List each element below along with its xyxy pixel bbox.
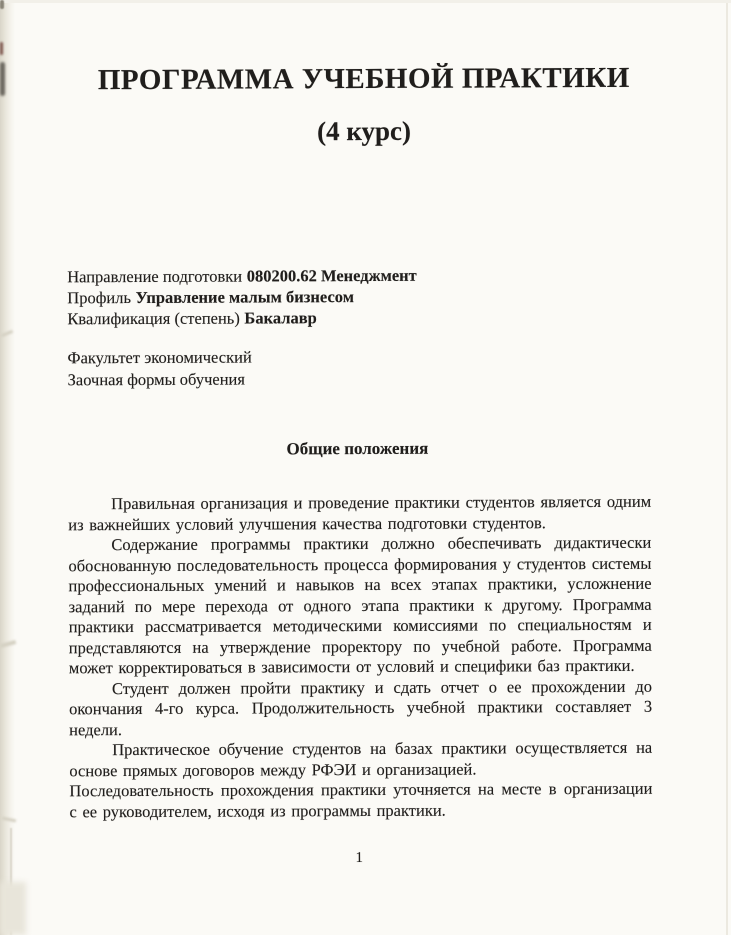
info-block xyxy=(67,345,667,391)
paragraph: Содержание программы практики должно обеспечивать дидактически обоснованную последовательность процесса формирования у студентов системы профессиональных умений и навыков на всех этапах практики, усложнение заданий по мере перехода от одного этапа практики к другому. Программа практики рассматривается методическими комиссиями по специальностям и представляются на утверждение проректору по учебной работе. Программа может корректироваться в зависимости от условий и специфики баз практики. xyxy=(68,532,652,678)
doc-title: ПРОГРАММА УЧЕБНОЙ ПРАКТИКИ xyxy=(97,61,630,97)
meta-label: Квалификация (степень) xyxy=(67,308,240,329)
meta-line-qualification xyxy=(67,306,667,330)
faculty-line: Факультет экономический xyxy=(67,347,252,368)
meta-line-profile xyxy=(67,285,667,309)
paragraph: Студент должен пройти практику и сдать отчет о ее прохождении до окончания 4-го курса. Продолжительность учебной практики составляет 3 недели. xyxy=(69,676,653,739)
meta-value: Бакалавр xyxy=(244,308,317,328)
meta-block xyxy=(67,264,667,330)
page-number: 1 xyxy=(355,850,363,867)
meta-line-direction xyxy=(67,264,667,288)
meta-label: Профиль xyxy=(67,288,132,308)
study-form-line: Заочная формы обучения xyxy=(67,369,245,389)
paragraph: Последовательность прохождения практики уточняется на месте в организации с ее руководителем, исходя из программы практики. xyxy=(69,778,653,821)
meta-value: Управление малым бизнесом xyxy=(135,287,354,308)
paragraph: Правильная организация и проведение практики студентов является одним из важнейших условий улучшения качества подготовки студентов. xyxy=(68,491,652,534)
section-heading: Общие положения xyxy=(286,438,429,459)
paragraph: Практическое обучение студентов на базах практики осуществляется на основе прямых договоров между РФЭИ и организацией. xyxy=(69,737,653,780)
doc-subtitle: (4 курс) xyxy=(316,115,412,147)
meta-value: 080200.62 Менеджмент xyxy=(246,265,417,286)
body-text xyxy=(68,492,652,823)
meta-label: Направление подготовки xyxy=(67,266,243,287)
